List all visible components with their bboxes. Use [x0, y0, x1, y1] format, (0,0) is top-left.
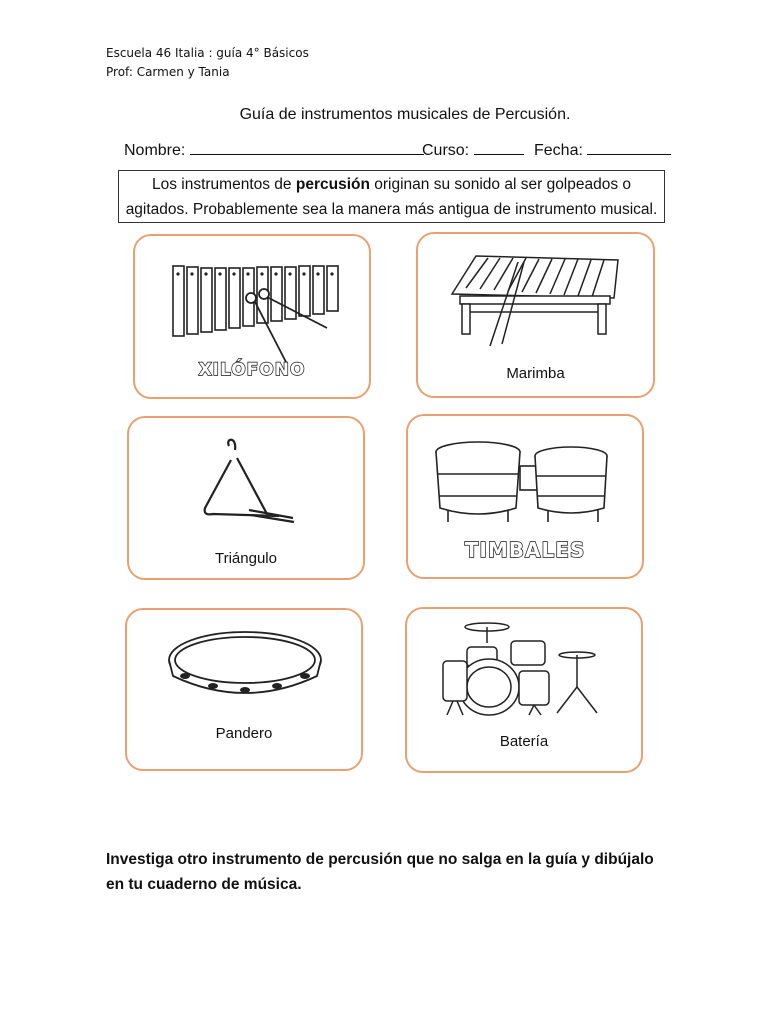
drum-kit-image [407, 609, 645, 775]
curso-blank[interactable] [474, 140, 524, 155]
curso-label: Curso: [422, 142, 470, 159]
card-pandero [125, 608, 363, 771]
timbales-label: TIMBALES [464, 538, 586, 562]
task-line-2: en tu cuaderno de música. [106, 876, 302, 893]
bateria-label: Batería [499, 733, 549, 750]
card-marimba [416, 232, 655, 398]
curso-field[interactable] [422, 140, 524, 160]
intro-line-1 [119, 172, 664, 197]
task-line-1: Investiga otro instrumento de percusión que no salga en la guía y dibújalo [106, 851, 654, 868]
fecha-field[interactable] [534, 140, 671, 160]
teacher-header: Prof: Carmen y Tania [106, 65, 230, 79]
fecha-blank[interactable] [587, 140, 671, 155]
nombre-field[interactable] [124, 140, 424, 160]
intro-text-b: originan su sonido al ser golpeados o [369, 176, 632, 193]
page-title: Guía de instrumentos musicales de Percusión. [239, 106, 571, 123]
task-instructions [106, 847, 666, 897]
triangulo-label: Triángulo [215, 550, 277, 567]
intro-bold-word: percusión [295, 176, 370, 193]
intro-text-a: Los instrumentos de [151, 176, 296, 193]
intro-box [118, 170, 665, 223]
nombre-label: Nombre: [124, 142, 186, 159]
marimba-label: Marimba [506, 365, 565, 382]
school-header: Escuela 46 Italia : guía 4° Básicos [106, 46, 309, 60]
pandero-label: Pandero [215, 725, 273, 742]
fecha-label: Fecha: [534, 142, 583, 159]
card-timbales [406, 414, 644, 579]
nombre-blank[interactable] [190, 140, 424, 155]
card-triangulo [127, 416, 365, 580]
card-bateria [405, 607, 643, 773]
tambourine-image [127, 610, 365, 773]
card-xilofono [133, 234, 371, 399]
intro-line-2: agitados. Probablemente sea la manera más antigua de instrumento musical. [125, 201, 658, 218]
xilofono-label: XILÓFONO [198, 360, 306, 380]
